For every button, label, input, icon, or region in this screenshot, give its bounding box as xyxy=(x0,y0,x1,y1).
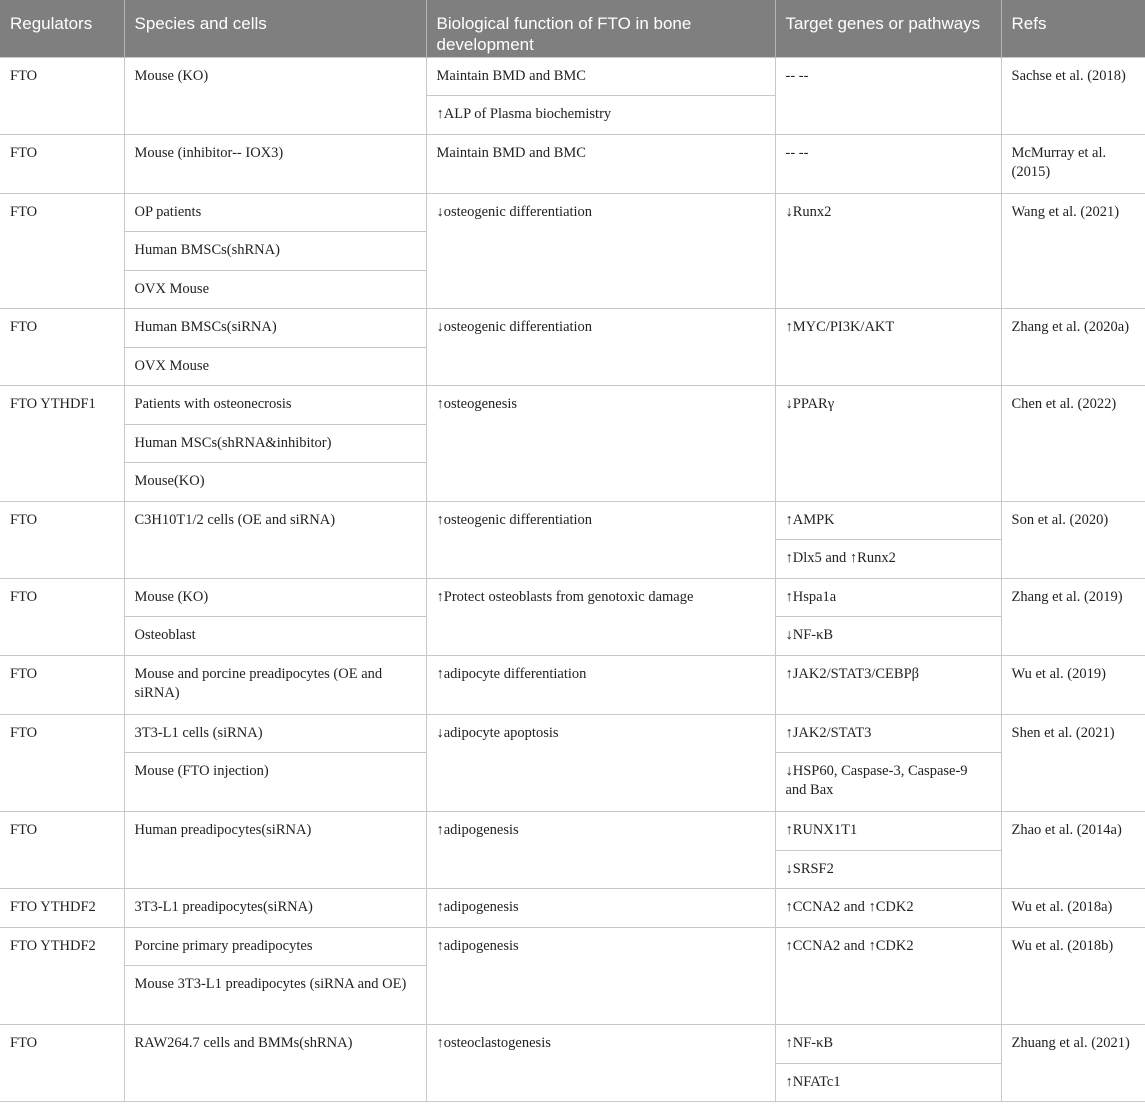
cell-species: Mouse (FTO injection) xyxy=(124,753,426,812)
cell-species: Osteoblast xyxy=(124,617,426,656)
cell-ref: Zhang et al. (2020a) xyxy=(1001,309,1145,386)
table-row xyxy=(0,309,1145,348)
cell-target: ↑CCNA2 and ↑CDK2 xyxy=(775,927,1001,1025)
table-row xyxy=(0,655,1145,714)
cell-regulator: FTO YTHDF2 xyxy=(0,927,124,1025)
table-row xyxy=(0,714,1145,753)
table-row xyxy=(0,578,1145,617)
header-function: Biological function of FTO in bone development xyxy=(426,0,775,57)
cell-regulator: FTO xyxy=(0,714,124,812)
cell-species: Human MSCs(shRNA&inhibitor) xyxy=(124,424,426,463)
table-row xyxy=(0,889,1145,928)
cell-regulator: FTO xyxy=(0,655,124,714)
cell-target: ↑CCNA2 and ↑CDK2 xyxy=(775,889,1001,928)
cell-species: 3T3-L1 preadipocytes(siRNA) xyxy=(124,889,426,928)
cell-regulator: FTO xyxy=(0,57,124,134)
cell-species: OVX Mouse xyxy=(124,270,426,309)
cell-target: ↑Dlx5 and ↑Runx2 xyxy=(775,540,1001,579)
cell-regulator: FTO xyxy=(0,578,124,655)
table-row xyxy=(0,927,1145,966)
cell-target: ↑RUNX1T1 xyxy=(775,812,1001,851)
cell-species: Mouse and porcine preadipocytes (OE and siRNA) xyxy=(124,655,426,714)
cell-ref: Shen et al. (2021) xyxy=(1001,714,1145,812)
cell-ref: Wu et al. (2019) xyxy=(1001,655,1145,714)
cell-function: ↑adipogenesis xyxy=(426,889,775,928)
header-targets: Target genes or pathways xyxy=(775,0,1001,57)
table-row xyxy=(0,501,1145,540)
cell-function: ↓osteogenic differentiation xyxy=(426,193,775,309)
cell-function: ↑Protect osteoblasts from genotoxic damage xyxy=(426,578,775,655)
cell-species: Mouse (KO) xyxy=(124,578,426,617)
cell-function: ↑adipocyte differentiation xyxy=(426,655,775,714)
cell-ref: Wu et al. (2018b) xyxy=(1001,927,1145,1025)
cell-function: ↓osteogenic differentiation xyxy=(426,309,775,386)
cell-species: 3T3-L1 cells (siRNA) xyxy=(124,714,426,753)
cell-target: ↓PPARγ xyxy=(775,386,1001,502)
cell-target: ↑JAK2/STAT3/CEBPβ xyxy=(775,655,1001,714)
cell-ref: Wang et al. (2021) xyxy=(1001,193,1145,309)
cell-ref: Sachse et al. (2018) xyxy=(1001,57,1145,134)
cell-regulator: FTO YTHDF1 xyxy=(0,386,124,502)
cell-species: C3H10T1/2 cells (OE and siRNA) xyxy=(124,501,426,578)
cell-ref: Zhuang et al. (2021) xyxy=(1001,1025,1145,1102)
cell-function: ↓adipocyte apoptosis xyxy=(426,714,775,812)
cell-function: ↑adipogenesis xyxy=(426,812,775,889)
cell-species: Porcine primary preadipocytes xyxy=(124,927,426,966)
cell-species: Mouse 3T3-L1 preadipocytes (siRNA and OE) xyxy=(124,966,426,1025)
cell-species: Human preadipocytes(siRNA) xyxy=(124,812,426,889)
cell-species: Mouse (inhibitor-- IOX3) xyxy=(124,134,426,193)
cell-species: OVX Mouse xyxy=(124,347,426,386)
cell-ref: Zhao et al. (2014a) xyxy=(1001,812,1145,889)
cell-ref: McMurray et al. (2015) xyxy=(1001,134,1145,193)
header-row xyxy=(0,0,1145,57)
cell-function: ↑adipogenesis xyxy=(426,927,775,1025)
cell-species: RAW264.7 cells and BMMs(shRNA) xyxy=(124,1025,426,1102)
table-row xyxy=(0,1025,1145,1064)
cell-species: Mouse (KO) xyxy=(124,57,426,134)
table-row xyxy=(0,134,1145,193)
cell-regulator: FTO YTHDF2 xyxy=(0,889,124,928)
header-species: Species and cells xyxy=(124,0,426,57)
cell-regulator: FTO xyxy=(0,309,124,386)
cell-function: Maintain BMD and BMC xyxy=(426,57,775,96)
header-refs: Refs xyxy=(1001,0,1145,57)
cell-species: Patients with osteonecrosis xyxy=(124,386,426,425)
cell-target: ↑NF-κB xyxy=(775,1025,1001,1064)
cell-target: ↓SRSF2 xyxy=(775,850,1001,889)
cell-species: Mouse(KO) xyxy=(124,463,426,502)
cell-ref: Chen et al. (2022) xyxy=(1001,386,1145,502)
table-row xyxy=(0,812,1145,851)
cell-regulator: FTO xyxy=(0,812,124,889)
cell-regulator: FTO xyxy=(0,501,124,578)
cell-species: OP patients xyxy=(124,193,426,232)
cell-ref: Zhang et al. (2019) xyxy=(1001,578,1145,655)
header-regulators: Regulators xyxy=(0,0,124,57)
cell-function: ↑osteoclastogenesis xyxy=(426,1025,775,1102)
table-row xyxy=(0,386,1145,425)
cell-target: ↑AMPK xyxy=(775,501,1001,540)
cell-target: ↑Hspa1a xyxy=(775,578,1001,617)
cell-regulator: FTO xyxy=(0,193,124,309)
cell-regulator: FTO xyxy=(0,134,124,193)
cell-species: Human BMSCs(siRNA) xyxy=(124,309,426,348)
cell-target: ↓Runx2 xyxy=(775,193,1001,309)
table-row xyxy=(0,193,1145,232)
cell-target: -- -- xyxy=(775,134,1001,193)
cell-regulator: FTO xyxy=(0,1025,124,1102)
cell-ref: Son et al. (2020) xyxy=(1001,501,1145,578)
cell-target: -- -- xyxy=(775,57,1001,134)
cell-function: ↑ALP of Plasma biochemistry xyxy=(426,96,775,135)
cell-function: Maintain BMD and BMC xyxy=(426,134,775,193)
cell-species: Human BMSCs(shRNA) xyxy=(124,232,426,271)
cell-function: ↑osteogenic differentiation xyxy=(426,501,775,578)
cell-target: ↑NFATc1 xyxy=(775,1063,1001,1102)
cell-target: ↓HSP60, Caspase-3, Caspase-9 and Bax xyxy=(775,753,1001,812)
cell-ref: Wu et al. (2018a) xyxy=(1001,889,1145,928)
cell-target: ↑MYC/PI3K/AKT xyxy=(775,309,1001,386)
cell-function: ↑osteogenesis xyxy=(426,386,775,502)
cell-target: ↑JAK2/STAT3 xyxy=(775,714,1001,753)
table-row xyxy=(0,57,1145,96)
cell-target: ↓NF-κB xyxy=(775,617,1001,656)
